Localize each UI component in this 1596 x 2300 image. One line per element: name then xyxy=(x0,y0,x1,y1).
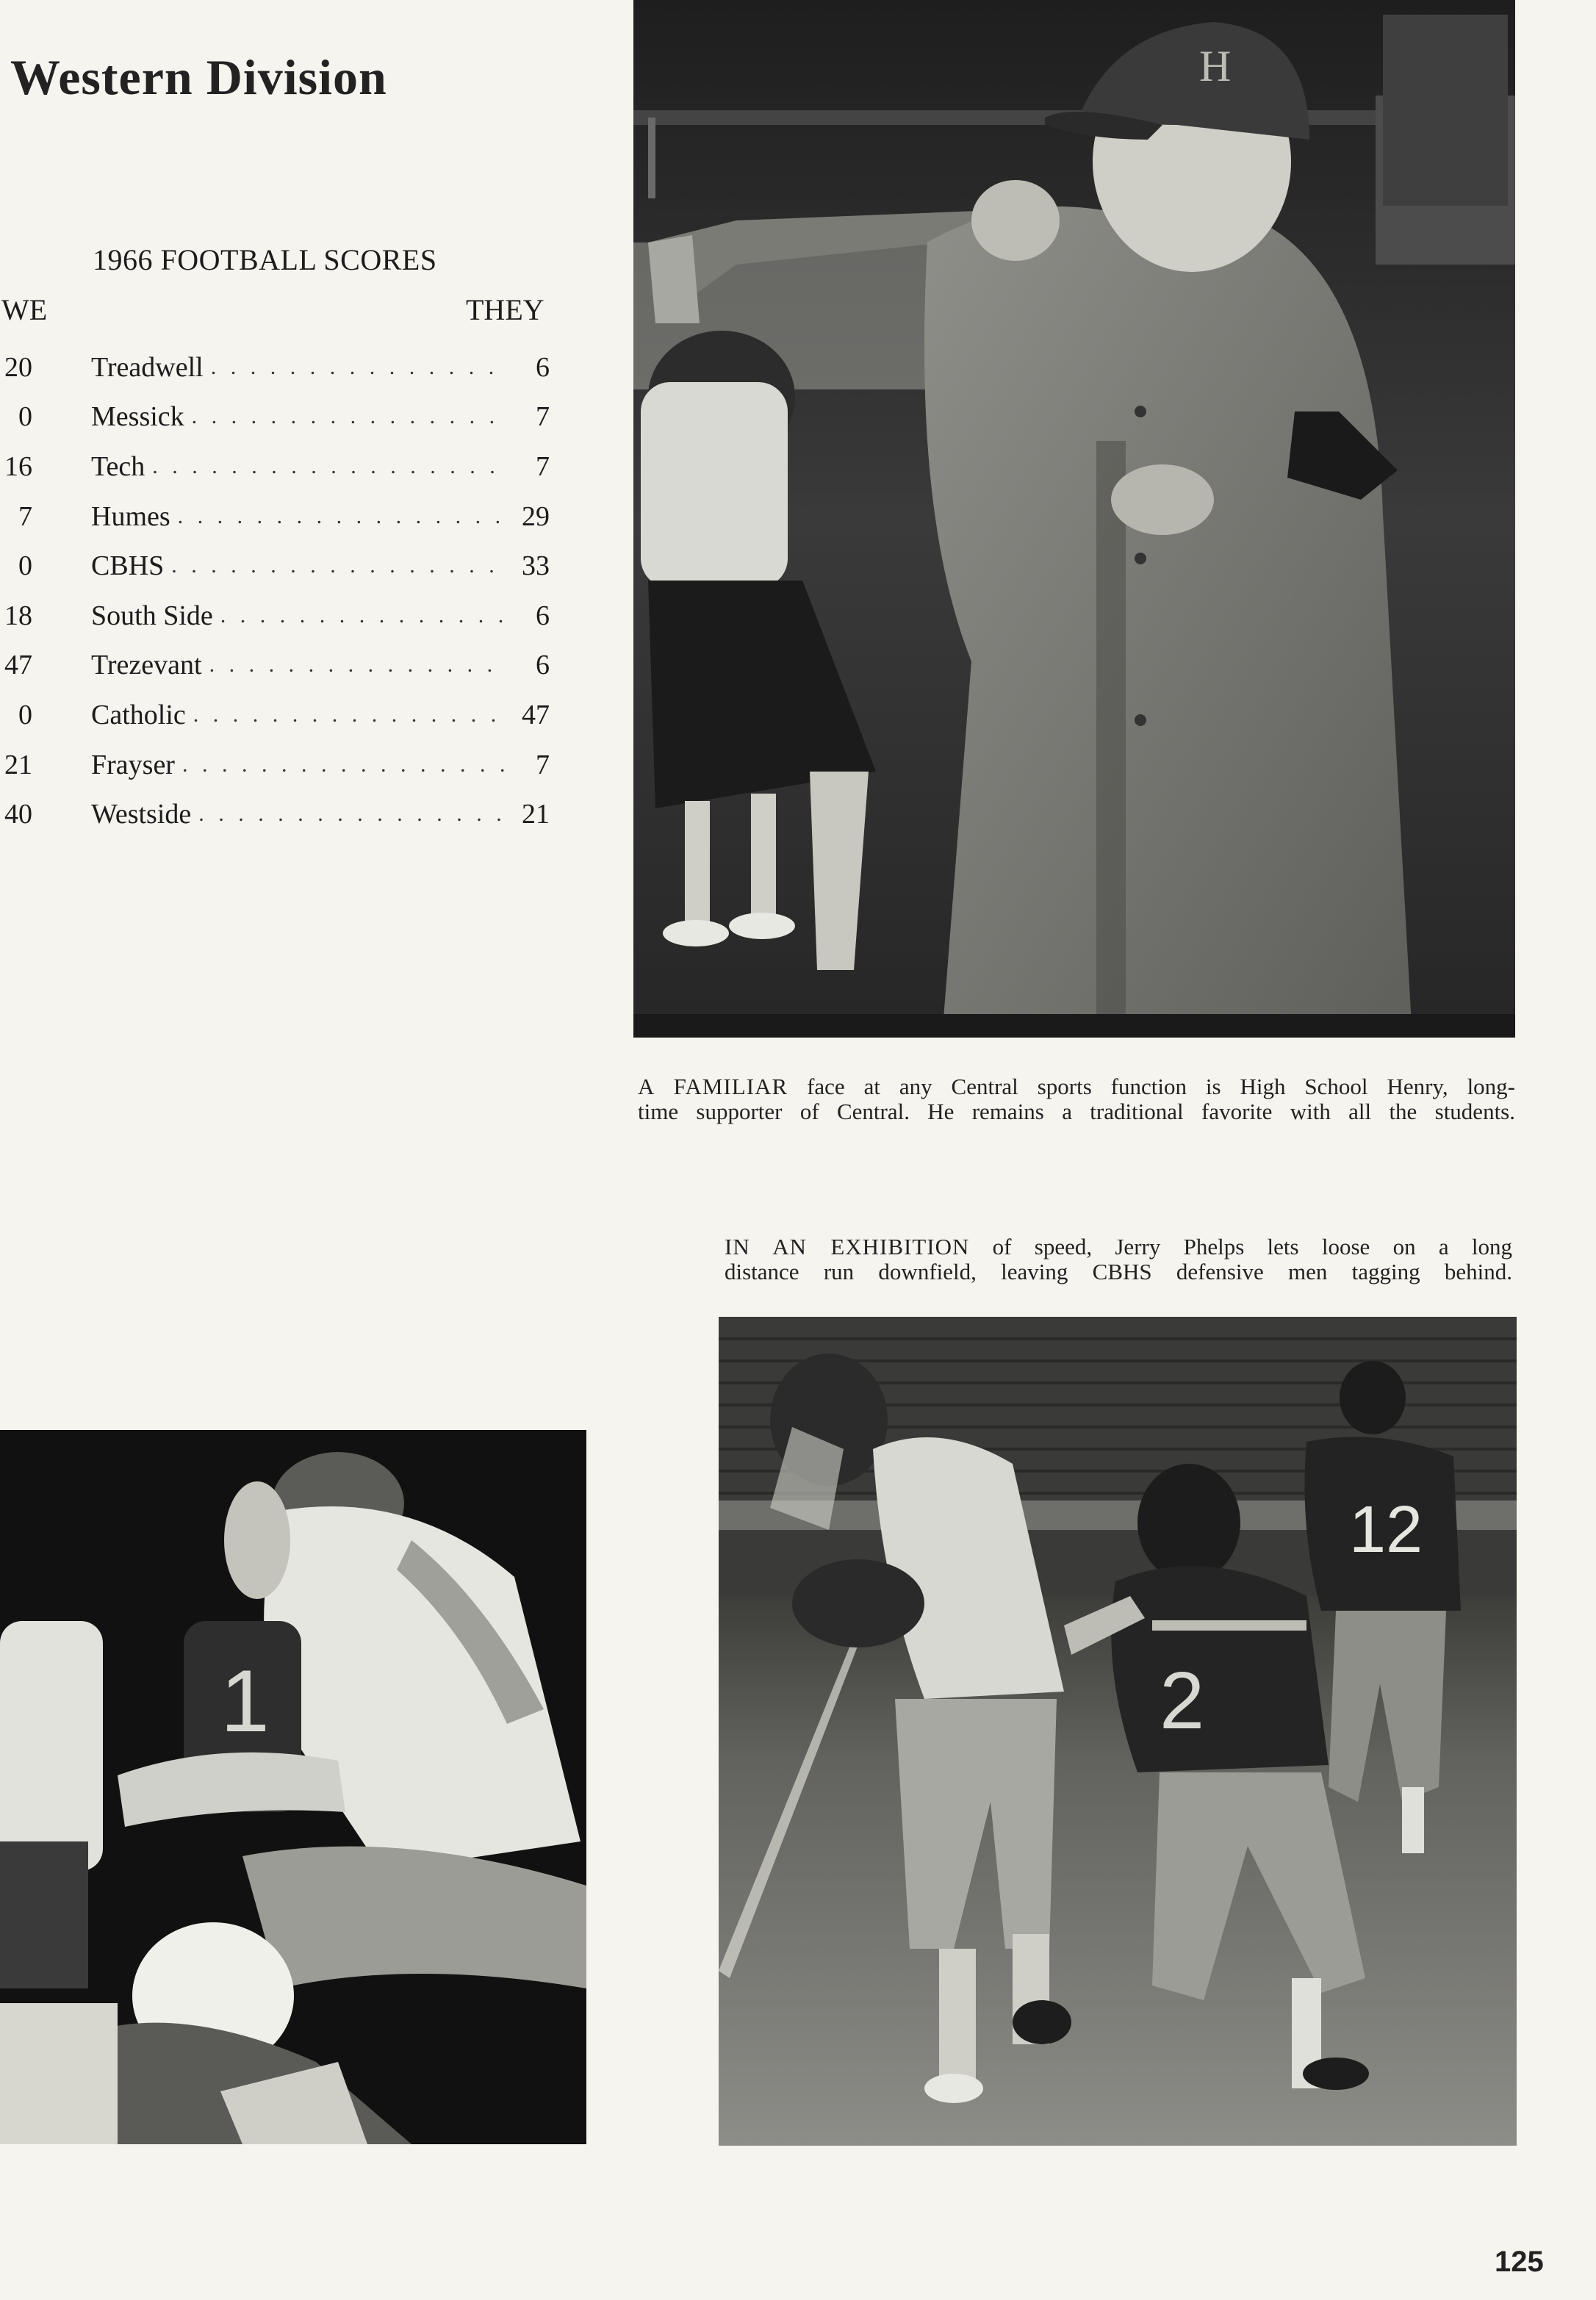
they-score: 6 xyxy=(536,650,550,681)
page-number: 125 xyxy=(1495,2246,1544,2278)
opponent-name: South Side xyxy=(91,600,213,631)
we-score: 0 xyxy=(18,401,32,433)
cap-letter: H xyxy=(1199,42,1232,90)
score-row xyxy=(0,690,551,740)
we-score: 40 xyxy=(4,799,32,830)
caption-exhibition-text: of speed, Jerry Phelps lets loose on a long xyxy=(992,1234,1513,1259)
score-row xyxy=(0,392,551,442)
tackle-photo-art xyxy=(0,1430,586,2144)
henry-photo-art xyxy=(633,0,1515,1038)
run-photo-art xyxy=(719,1317,1517,2146)
we-score: 0 xyxy=(18,699,32,730)
we-score: 20 xyxy=(4,351,32,383)
caption-henry-line2: time supporter of Central. He remains a traditional favorite with all the students. xyxy=(638,1099,1515,1124)
photo-high-school-henry xyxy=(633,0,1515,1038)
we-column-header: WE xyxy=(1,293,48,326)
we-score: 16 xyxy=(4,450,32,482)
opponent-name: Treadwell xyxy=(91,351,204,383)
opponent-name: Trezevant xyxy=(91,650,202,681)
leader-dots xyxy=(152,454,507,479)
scores-table xyxy=(0,342,551,839)
caption-henry-lead: A FAMILIAR xyxy=(638,1074,788,1099)
page-title: Western Division xyxy=(10,49,387,105)
opponent-name: CBHS xyxy=(91,550,165,582)
score-row xyxy=(0,492,551,542)
they-score: 7 xyxy=(536,749,550,780)
they-score: 21 xyxy=(522,799,550,830)
leader-dots xyxy=(211,355,507,380)
leader-dots xyxy=(182,752,507,777)
opponent-name: Tech xyxy=(91,450,145,482)
they-column-header: THEY xyxy=(466,293,544,326)
caption-henry-text: face at any Central sports function is High School Henry, long- xyxy=(807,1074,1516,1099)
opponent-name: Westside xyxy=(91,799,192,830)
photo-jerry-phelps-run xyxy=(719,1317,1517,2146)
leader-dots xyxy=(192,404,507,429)
we-score: 47 xyxy=(4,650,32,681)
caption-exhibition-line2: distance run downfield, leaving CBHS defensive men tagging behind. xyxy=(725,1259,1512,1284)
we-score: 0 xyxy=(18,550,32,582)
we-score: 21 xyxy=(4,749,32,780)
leader-dots xyxy=(198,802,507,827)
they-score: 29 xyxy=(522,500,550,532)
score-row xyxy=(0,641,551,691)
caption-exhibition-lead: IN AN EXHIBITION xyxy=(725,1234,970,1259)
leader-dots xyxy=(209,653,507,678)
caption-exhibition-line1 xyxy=(725,1235,1512,1259)
score-row xyxy=(0,591,551,641)
they-score: 6 xyxy=(536,600,550,631)
caption-henry xyxy=(638,1074,1515,1124)
leader-dots xyxy=(193,702,507,727)
score-row xyxy=(0,541,551,591)
photo-tackle xyxy=(0,1430,586,2144)
defender-jersey-number: 2 xyxy=(1160,1656,1205,1746)
tackle-jersey-number: 1 xyxy=(220,1652,270,1750)
opponent-name: Frayser xyxy=(91,749,175,780)
leader-dots xyxy=(178,504,507,529)
far-defender-jersey-number: 12 xyxy=(1349,1493,1423,1567)
they-score: 6 xyxy=(536,351,550,383)
leader-dots xyxy=(171,553,507,578)
they-score: 47 xyxy=(522,699,550,730)
they-score: 33 xyxy=(522,550,550,582)
score-row xyxy=(0,442,551,492)
leader-dots xyxy=(220,603,507,628)
score-row xyxy=(0,789,551,839)
score-row xyxy=(0,342,551,392)
opponent-name: Catholic xyxy=(91,699,186,730)
opponent-name: Messick xyxy=(91,401,184,433)
they-score: 7 xyxy=(536,401,550,433)
they-score: 7 xyxy=(536,450,550,482)
scores-title: 1966 FOOTBALL SCORES xyxy=(93,243,437,276)
we-score: 7 xyxy=(18,500,32,532)
caption-henry-line1 xyxy=(638,1074,1515,1099)
score-row xyxy=(0,740,551,790)
we-score: 18 xyxy=(4,600,32,631)
caption-exhibition xyxy=(725,1235,1512,1284)
opponent-name: Humes xyxy=(91,500,170,532)
